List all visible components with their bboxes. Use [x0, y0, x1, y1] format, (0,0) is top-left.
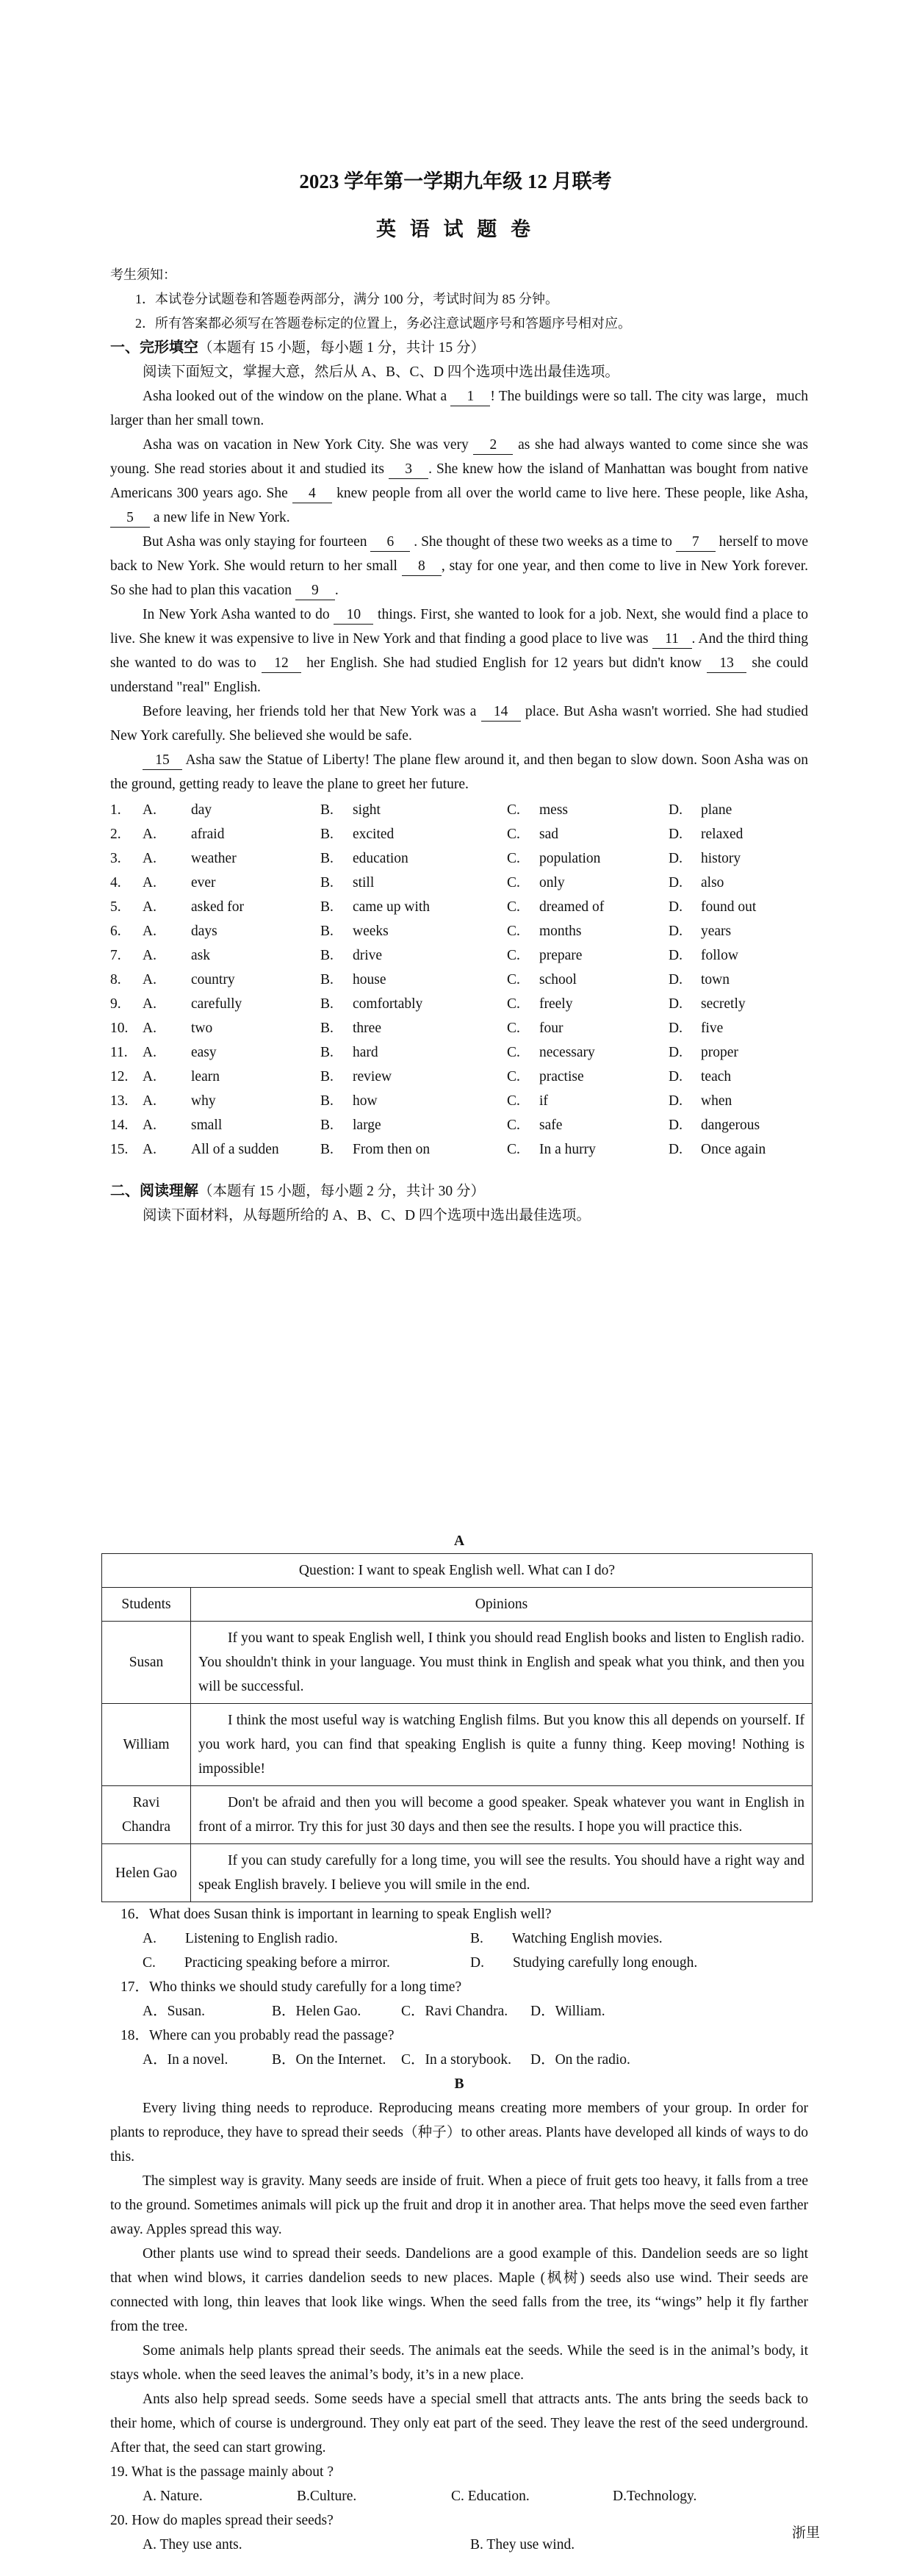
cloze-text: , stay for one year, and then come to live in New York forever. So she had to plan this vacation: [110, 558, 808, 598]
choice-a: A. Listening to English radio.: [143, 1931, 338, 1946]
option-letter-d: D.: [669, 948, 683, 963]
table-row: [102, 1786, 813, 1844]
option-c: population: [539, 851, 601, 866]
option-c: safe: [539, 1118, 563, 1133]
option-c: In a hurry: [539, 1142, 596, 1157]
option-a: All of a sudden: [191, 1142, 279, 1157]
option-letter-d: D.: [669, 1093, 683, 1109]
option-letter-d: D.: [669, 851, 683, 866]
section2-instruction: 阅读下面材料，从每题所给的 A、B、C、D 四个选项中选出最佳选项。: [143, 1208, 591, 1223]
option-c: freely: [539, 996, 573, 1012]
option-row: [110, 822, 808, 846]
question-20: [110, 2508, 808, 2557]
passage-b-paragraph: Other plants use wind to spread their seeds. Dandelions are a good example of this. Dandelion seeds are so light that when wind blows, it carries dandelion seeds to new places. Maple (枫树) seeds also use wind. Their seeds are connected with long, thin leaves that look like wings. When the seed falls from the tree, its “wings” help it fly farther from the tree.: [110, 2246, 808, 2334]
option-a: why: [191, 1093, 216, 1109]
note-item: 2．所有答案都必须写在答题卷标定的位置上，务必注意试题序号和答题序号相对应。: [135, 316, 631, 331]
cloze-text: herself to move back to New York. She would return to her small: [110, 534, 809, 574]
option-c: months: [539, 924, 582, 939]
option-row: [110, 992, 808, 1016]
option-number: 14.: [110, 1118, 129, 1133]
option-letter-c: C.: [507, 899, 520, 915]
option-number: 7.: [110, 948, 121, 963]
option-letter-c: C.: [507, 1093, 520, 1109]
question-18: [110, 2023, 808, 2072]
cloze-blank: 6: [370, 533, 410, 552]
cloze-text: things. First, she wanted to look for a job. Next, she would find a place to live. She knew it was expensive to live in New York and that finding a good place to live was: [110, 607, 808, 647]
question-16: [110, 1902, 808, 1975]
option-letter-b: B.: [320, 827, 334, 842]
option-letter-a: A.: [143, 899, 156, 915]
option-b: drive: [353, 948, 383, 963]
student-opinion: I think the most useful way is watching English films. But you know this all depends on yourself. If you work hard, you can find that speaking English is quite a funny thing. Keep moving! Nothing is impossible!: [191, 1704, 813, 1786]
cloze-text: . And the third thing she wanted to do was to: [110, 631, 808, 671]
option-number: 4.: [110, 875, 121, 891]
section1-sub: （本题有 15 小题，每小题 1 分，共计 15 分）: [198, 340, 486, 356]
option-d: dangerous: [701, 1118, 760, 1133]
cloze-text: a new life in New York.: [150, 510, 290, 525]
option-c: dreamed of: [539, 899, 605, 915]
col-students: Students: [102, 1588, 191, 1622]
cloze-text: Asha looked out of the window on the plane. What a: [143, 389, 451, 404]
cloze-blank: 3: [389, 461, 428, 479]
exam-subtitle: 英 语 试 题 卷: [376, 218, 535, 240]
student-name: Susan: [102, 1622, 191, 1704]
option-letter-b: B.: [320, 1118, 334, 1133]
section1-instruction: 阅读下面短文，掌握大意，然后从 A、B、C、D 四个选项中选出最佳选项。: [143, 364, 619, 380]
option-number: 5.: [110, 899, 121, 915]
cloze-blank: 4: [292, 485, 332, 503]
choice-b: B. They use wind.: [470, 2537, 575, 2552]
option-letter-c: C.: [507, 802, 520, 818]
option-b: how: [353, 1093, 378, 1109]
cloze-blank: 1: [450, 388, 490, 406]
option-letter-d: D.: [669, 1142, 683, 1157]
option-letter-b: B.: [320, 1069, 334, 1084]
option-letter-c: C.: [507, 1142, 520, 1157]
student-opinion: Don't be afraid and then you will become a good speaker. Speak whatever you want in English in front of a mirror. Try this for just 30 days and then see the results. I hope you will practice this.: [191, 1786, 813, 1844]
option-row: [110, 968, 808, 992]
option-letter-c: C.: [507, 1118, 520, 1133]
option-number: 15.: [110, 1142, 129, 1157]
option-row: [110, 943, 808, 968]
option-letter-b: B.: [320, 1142, 334, 1157]
cloze-text: . She thought of these two weeks as a time to: [410, 534, 676, 550]
option-row: [110, 1113, 808, 1137]
option-d: relaxed: [701, 827, 743, 842]
cloze-blank: 13: [707, 655, 746, 673]
option-c: four: [539, 1021, 563, 1036]
choice-b: B. Watching English movies.: [470, 1931, 663, 1946]
option-b: From then on: [353, 1142, 431, 1157]
cloze-text: . She knew how the island of Manhattan was bought from native Americans 300 years ago. She: [110, 461, 808, 501]
cloze-text: as she had always wanted to come since she was young. She read stories about it and studied its: [110, 437, 809, 477]
passage-a-label: A: [453, 1533, 465, 1549]
col-opinions: Opinions: [191, 1588, 813, 1622]
option-d: town: [701, 972, 730, 987]
cloze-blank: 11: [652, 630, 692, 649]
option-letter-d: D.: [669, 1045, 683, 1060]
option-letter-b: B.: [320, 802, 334, 818]
option-d: years: [701, 924, 732, 939]
option-letter-c: C.: [507, 851, 520, 866]
option-number: 1.: [110, 802, 121, 818]
option-letter-d: D.: [669, 802, 683, 818]
cloze-paragraph: [110, 699, 808, 748]
cloze-text: place. But Asha wasn't worried. She had studied New York carefully. She believed she would be safe.: [110, 704, 808, 744]
option-b: three: [353, 1021, 381, 1036]
cloze-paragraph: [110, 530, 808, 602]
passage-b-paragraph: The simplest way is gravity. Many seeds are inside of fruit. When a piece of fruit gets too heavy, it falls from a tree to the ground. Sometimes animals will pick up the fruit and drop it in another area. That helps move the seed even farther away. Apples spread this way.: [110, 2173, 808, 2237]
choice-row: [110, 2048, 808, 2072]
option-b: excited: [353, 827, 395, 842]
option-letter-c: C.: [507, 875, 520, 891]
question-stem: 19. What is the passage mainly about ?: [110, 2464, 334, 2480]
cloze-text: she could understand "real" English.: [110, 655, 808, 695]
choice-b: B．Helen Gao.: [272, 2004, 361, 2019]
option-a: easy: [191, 1045, 217, 1060]
option-d: follow: [701, 948, 738, 963]
option-row: [110, 798, 808, 822]
option-b: came up with: [353, 899, 431, 915]
table-question-row: [102, 1554, 813, 1588]
passage-b-label: B: [454, 2076, 464, 2092]
choice-d: D. Studying carefully long enough.: [470, 1955, 698, 1971]
student-opinion: If you want to speak English well, I think you should read English books and listen to English radio. You shouldn't think in your language. You must think in English and speak what you think, and then you will be successful.: [191, 1622, 813, 1704]
option-letter-a: A.: [143, 972, 156, 987]
option-a: weather: [191, 851, 237, 866]
cloze-text: her English. She had studied English for 12 years but didn't know: [300, 655, 707, 671]
option-letter-b: B.: [320, 1045, 334, 1060]
question-stem: 16．What does Susan think is important in learning to speak English well?: [120, 1907, 552, 1922]
choice-c: C．In a storybook.: [401, 2052, 512, 2068]
cloze-text: In New York Asha wanted to do: [143, 607, 334, 622]
choice-row: [110, 2533, 808, 2557]
option-letter-d: D.: [669, 899, 683, 915]
option-letter-d: D.: [669, 972, 683, 987]
option-row: [110, 846, 808, 871]
option-c: school: [539, 972, 577, 987]
cloze-text: ! The buildings were so tall. The city was large，much larger than her small town.: [110, 389, 809, 428]
choice-row: [110, 1951, 808, 1975]
choice-b: B.Culture.: [297, 2489, 357, 2504]
option-c: mess: [539, 802, 568, 818]
option-letter-d: D.: [669, 827, 683, 842]
option-letter-b: B.: [320, 972, 334, 987]
option-b: comfortably: [353, 996, 423, 1012]
option-d: teach: [701, 1069, 732, 1084]
option-row: [110, 1065, 808, 1089]
option-letter-d: D.: [669, 1118, 683, 1133]
option-row: [110, 895, 808, 919]
option-letter-b: B.: [320, 1093, 334, 1109]
cloze-blank: 2: [473, 436, 513, 455]
cloze-blank: 14: [481, 703, 521, 722]
option-letter-c: C.: [507, 948, 520, 963]
option-letter-a: A.: [143, 875, 156, 891]
option-number: 9.: [110, 996, 121, 1012]
option-row: [110, 1016, 808, 1040]
cloze-blank: 5: [110, 509, 150, 528]
option-letter-a: A.: [143, 1069, 156, 1084]
option-number: 8.: [110, 972, 121, 987]
option-letter-b: B.: [320, 924, 334, 939]
option-b: sight: [353, 802, 381, 818]
option-d: history: [701, 851, 741, 866]
option-letter-b: B.: [320, 1021, 334, 1036]
table-body: [102, 1622, 813, 1902]
option-a: country: [191, 972, 235, 987]
option-letter-c: C.: [507, 1069, 520, 1084]
opinions-table: [101, 1553, 813, 1902]
option-letter-d: D.: [669, 1069, 683, 1084]
student-name: Ravi Chandra: [102, 1786, 191, 1844]
cloze-options: [110, 798, 808, 1162]
choice-a: A. Nature.: [143, 2489, 203, 2504]
option-letter-c: C.: [507, 924, 520, 939]
passage-b-paragraph: Ants also help spread seeds. Some seeds have a special smell that attracts ants. The ants bring the seeds back to their home, which of course is underground. They only eat part of the seed. They leave the rest of the seed underground. After that, the seed can start growing.: [110, 2392, 808, 2456]
option-c: if: [539, 1093, 548, 1109]
option-number: 12.: [110, 1069, 129, 1084]
option-a: day: [191, 802, 212, 818]
cloze-paragraph: [110, 433, 808, 530]
cloze-paragraph: [110, 748, 808, 796]
cloze-passage: [110, 384, 808, 796]
option-c: prepare: [539, 948, 583, 963]
student-name: Helen Gao: [102, 1844, 191, 1902]
option-b: weeks: [353, 924, 389, 939]
option-letter-c: C.: [507, 972, 520, 987]
exam-title: 2023 学年第一学期九年级 12 月联考: [299, 170, 612, 193]
option-number: 6.: [110, 924, 121, 939]
cloze-text: .: [334, 583, 339, 598]
cloze-text: But Asha was only staying for fourteen: [143, 534, 371, 550]
section1-title: 一、完形填空: [110, 339, 198, 356]
option-c: necessary: [539, 1045, 595, 1060]
table-question: Question: I want to speak English well. What can I do?: [102, 1554, 813, 1588]
option-letter-a: A.: [143, 851, 156, 866]
blank-space: [110, 1228, 808, 1522]
cloze-text: Before leaving, her friends told her that New York was a: [143, 704, 481, 719]
option-d: also: [701, 875, 724, 891]
option-letter-a: A.: [143, 1021, 156, 1036]
choice-b: B．On the Internet.: [272, 2052, 386, 2068]
cloze-paragraph: [110, 602, 808, 699]
section1-heading: [110, 336, 808, 360]
option-b: review: [353, 1069, 392, 1084]
question-19: [110, 2460, 808, 2508]
choice-a: A．Susan.: [143, 2004, 206, 2019]
option-letter-a: A.: [143, 1093, 156, 1109]
section2-title: 二、阅读理解: [110, 1183, 198, 1199]
table-row: [102, 1622, 813, 1704]
choice-row: [110, 1999, 808, 2023]
option-a: learn: [191, 1069, 220, 1084]
section2-sub: （本题有 15 小题，每小题 2 分，共计 30 分）: [198, 1184, 486, 1199]
option-number: 3.: [110, 851, 121, 866]
option-letter-c: C.: [507, 996, 520, 1012]
footer-mark: 浙里: [792, 2525, 821, 2541]
option-letter-c: C.: [507, 1045, 520, 1060]
cloze-blank: 9: [295, 582, 335, 600]
choice-d: D．William.: [530, 2004, 605, 2019]
option-row: [110, 871, 808, 895]
passage-b-paragraph: Every living thing needs to reproduce. Reproducing means creating more members of your group. In order for plants to reproduce, they have to spread their seeds（种子）to other areas. Plants have developed all kinds of ways to do this.: [110, 2101, 808, 2165]
choice-row: [110, 2484, 808, 2508]
student-opinion: If you can study carefully for a long time, you will see the results. You should have a right way and speak English bravely. I believe you will smile in the end.: [191, 1844, 813, 1902]
notes-heading: 考生须知：: [110, 267, 176, 282]
table-row: [102, 1844, 813, 1902]
option-d: secretly: [701, 996, 746, 1012]
question-stem: 17．Who thinks we should study carefully for a long time?: [120, 1979, 462, 1995]
option-letter-a: A.: [143, 1142, 156, 1157]
cloze-text: Asha was on vacation in New York City. She was very: [143, 437, 474, 453]
cloze-text: Asha saw the Statue of Liberty! The plane flew around it, and then began to slow down. Soon Asha was on the ground, getting ready to leave the plane to greet her future.: [110, 752, 808, 792]
section2-heading: [110, 1179, 808, 1204]
passage-b-paragraph: Some animals help plants spread their seeds. The animals eat the seeds. While the seed is in the animal’s body, it stays whole. when the seed leaves the animal’s body, it’s in a new place.: [110, 2343, 808, 2383]
option-letter-d: D.: [669, 924, 683, 939]
option-letter-a: A.: [143, 948, 156, 963]
option-row: [110, 1137, 808, 1162]
option-d: when: [701, 1093, 732, 1109]
option-d: proper: [701, 1045, 738, 1060]
cloze-blank: 8: [402, 558, 442, 576]
option-letter-d: D.: [669, 875, 683, 891]
option-number: 11.: [110, 1045, 128, 1060]
cloze-blank: 7: [676, 533, 716, 552]
cloze-blank: 10: [334, 606, 373, 625]
option-number: 13.: [110, 1093, 129, 1109]
option-c: practise: [539, 1069, 584, 1084]
option-letter-b: B.: [320, 851, 334, 866]
question-17: [110, 1975, 808, 2023]
option-d: five: [701, 1021, 724, 1036]
cloze-blank: 12: [262, 655, 301, 673]
option-letter-a: A.: [143, 802, 156, 818]
option-b: large: [353, 1118, 381, 1133]
choice-row: [110, 1926, 808, 1951]
option-letter-a: A.: [143, 827, 156, 842]
choice-d: D.Technology.: [613, 2489, 697, 2504]
option-d: plane: [701, 802, 732, 818]
question-stem: 20. How do maples spread their seeds?: [110, 2513, 334, 2528]
choice-a: A．In a novel.: [143, 2052, 228, 2068]
option-d: found out: [701, 899, 757, 915]
option-letter-c: C.: [507, 827, 520, 842]
option-a: ask: [191, 948, 210, 963]
option-row: [110, 1040, 808, 1065]
option-letter-b: B.: [320, 948, 334, 963]
option-c: sad: [539, 827, 558, 842]
table-row: [102, 1704, 813, 1786]
exam-content: [110, 263, 808, 2557]
option-a: two: [191, 1021, 213, 1036]
option-b: hard: [353, 1045, 378, 1060]
option-letter-d: D.: [669, 996, 683, 1012]
option-a: afraid: [191, 827, 225, 842]
option-letter-c: C.: [507, 1021, 520, 1036]
question-stem: 18．Where can you probably read the passage?: [120, 2028, 395, 2043]
option-letter-a: A.: [143, 996, 156, 1012]
option-a: small: [191, 1118, 223, 1133]
option-b: education: [353, 851, 408, 866]
option-letter-a: A.: [143, 924, 156, 939]
option-letter-b: B.: [320, 875, 334, 891]
passage-b-text: [110, 2096, 808, 2460]
option-b: house: [353, 972, 386, 987]
option-a: carefully: [191, 996, 242, 1012]
student-name: William: [102, 1704, 191, 1786]
option-number: 2.: [110, 827, 121, 842]
option-a: ever: [191, 875, 216, 891]
choice-c: C．Ravi Chandra.: [401, 2004, 508, 2019]
option-letter-a: A.: [143, 1045, 156, 1060]
option-letter-a: A.: [143, 1118, 156, 1133]
note-item: 1．本试卷分试题卷和答题卷两部分，满分 100 分，考试时间为 85 分钟。: [135, 292, 558, 306]
option-number: 10.: [110, 1021, 129, 1036]
choice-a: A. They use ants.: [143, 2537, 242, 2552]
cloze-text: knew people from all over the world came to live here. These people, like Asha,: [331, 486, 808, 501]
option-c: only: [539, 875, 565, 891]
table-header-row: [102, 1588, 813, 1622]
option-b: still: [353, 875, 375, 891]
option-letter-b: B.: [320, 996, 334, 1012]
cloze-blank: 15: [143, 752, 182, 770]
choice-c: C. Practicing speaking before a mirror.: [143, 1955, 390, 1971]
option-a: asked for: [191, 899, 245, 915]
option-letter-b: B.: [320, 899, 334, 915]
option-a: days: [191, 924, 217, 939]
cloze-paragraph: [110, 384, 808, 433]
option-row: [110, 919, 808, 943]
option-letter-d: D.: [669, 1021, 683, 1036]
option-d: Once again: [701, 1142, 766, 1157]
choice-c: C. Education.: [451, 2489, 530, 2504]
choice-d: D．On the radio.: [530, 2052, 630, 2068]
option-row: [110, 1089, 808, 1113]
